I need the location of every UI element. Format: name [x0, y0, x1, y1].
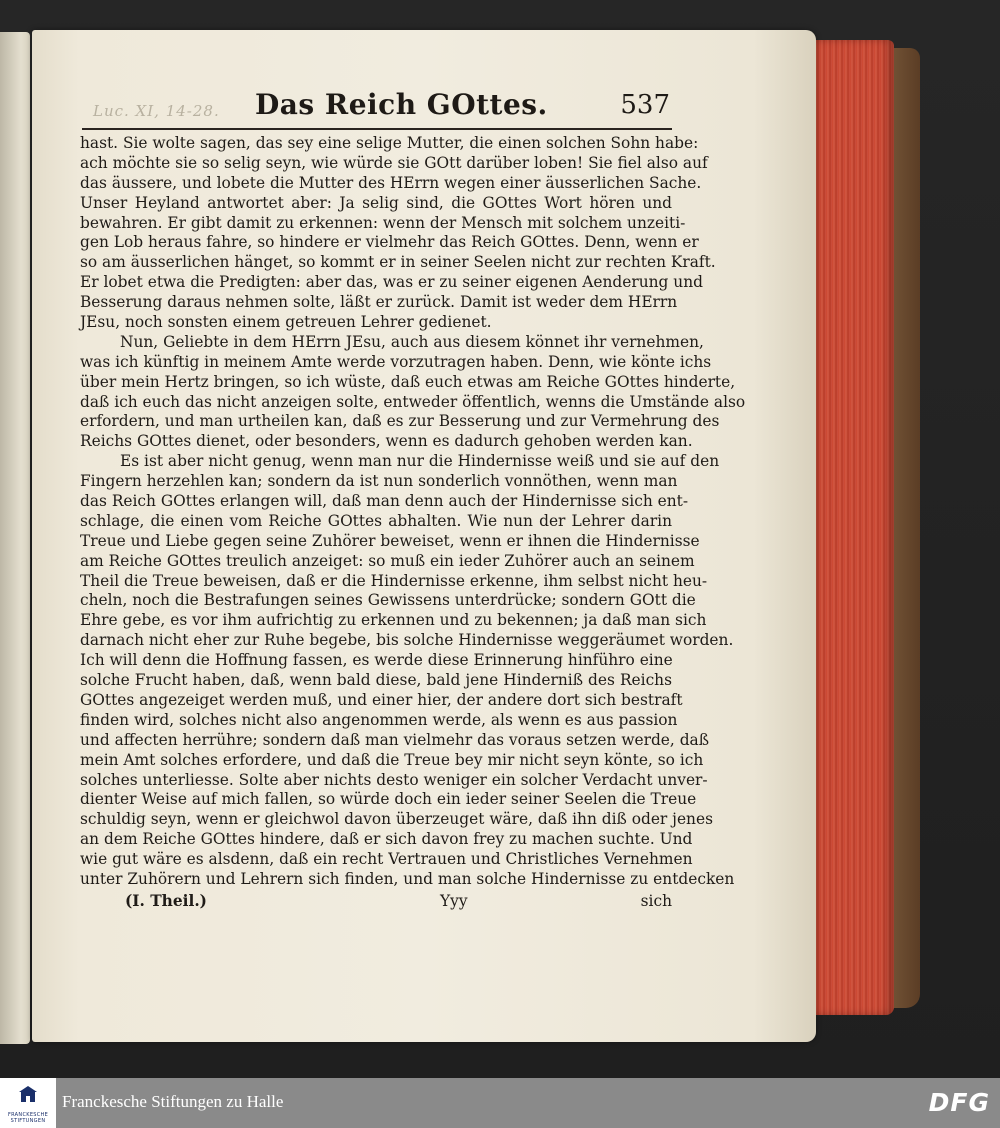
running-title: Das Reich GOttes. [255, 88, 548, 121]
text-line: am Reiche GOttes treulich anzeiget: so muß ein ieder Zuhörer auch an seinem [80, 551, 695, 570]
text-line: GOttes angezeiget werden muß, und einer hier, der andere dort sich bestraft [80, 690, 683, 709]
text-line: solche Frucht haben, daß, wenn bald diese, bald jene Hinderniß des Reichs [80, 671, 672, 690]
text-line: Es ist aber nicht genug, wenn man nur die Hindernisse weiß und sie auf den [120, 452, 720, 471]
text-line: Theil die Treue beweisen, daß er die Hindernisse erkenne, ihm selbst nicht heu- [80, 571, 708, 590]
text-line: daß ich euch das nicht anzeigen solte, entweder öffentlich, wenns die Umstände also [80, 392, 746, 411]
bottom-bar [0, 1078, 1000, 1128]
left-page-edge [0, 32, 30, 1044]
page-number: 537 [620, 90, 670, 120]
text-line: gen Lob heraus fahre, so hindere er vielmehr das Reich GOttes. Denn, wenn er [80, 233, 699, 252]
red-page-edges [808, 40, 894, 1015]
building-icon [18, 1084, 38, 1104]
text-line: Treue und Liebe gegen seine Zuhörer beweiset, wenn er ihnen die Hindernisse [80, 531, 700, 550]
text-line: und affecten herrühre; sondern daß man vielmehr das voraus setzen werde, daß [80, 730, 710, 749]
text-line: Ehre gebe, es vor ihm aufrichtig zu erkennen und zu bekennen; ja daß man sich [80, 611, 707, 630]
text-line: JEsu, noch sonsten einem getreuen Lehrer gedienet. [80, 313, 492, 332]
logo-text: FRANCKESCHE STIFTUNGEN [7, 1112, 49, 1124]
text-line: Nun, Geliebte in dem HErrn JEsu, auch aus diesem könnet ihr vernehmen, [120, 332, 704, 351]
text-line: unter Zuhörern und Lehrern sich finden, und man solche Hindernisse zu entdecken [80, 869, 735, 888]
signature-mark: Yyy [440, 892, 468, 910]
text-line: Ich will denn die Hoffnung fassen, es werde diese Erinnerung hinführo eine [80, 651, 673, 670]
text-line: mein Amt solches erfordere, und daß die Treue bey mir nicht seyn könte, so ich [80, 750, 704, 769]
institution-logo[interactable] [0, 1078, 56, 1128]
text-line: finden wird, solches nicht also angenommen werde, als wenn es aus passion [80, 710, 678, 729]
text-line: das äussere, und lobete die Mutter des HErrn wegen einer äusserlichen Sache. [80, 173, 702, 192]
text-line: darnach nicht eher zur Ruhe begebe, bis solche Hindernisse weggeräumet worden. [80, 631, 734, 650]
text-line: was ich künftig in meinem Amte werde vorzutragen haben. Denn, wie könte ichs [80, 352, 712, 371]
text-line: das Reich GOttes erlangen will, daß man denn auch der Hindernisse sich ent- [80, 492, 689, 511]
text-line: über mein Hertz bringen, so ich wüste, daß euch etwas am Reiche GOttes hinderte, [80, 372, 736, 391]
text-line: bewahren. Er gibt damit zu erkennen: wenn der Mensch mit solchem unzeiti- [80, 213, 686, 232]
text-line: erfordern, und man urtheilen kan, daß es zur Besserung und zur Vermehrung des [80, 412, 720, 431]
text-line: Er lobet etwa die Predigten: aber das, was er zu seiner eigenen Aenderung und [80, 273, 703, 292]
text-line: schuldig seyn, wenn er gleichwol davon überzeuget wäre, daß ihn diß oder jenes [80, 810, 713, 829]
text-line: hast. Sie wolte sagen, das sey eine selige Mutter, die einen solchen Sohn habe: [80, 134, 699, 152]
text-line: solches unterliesse. Solte aber nichts desto weniger ein solcher Verdacht unver- [80, 770, 708, 789]
dfg-logo[interactable]: DFG [928, 1088, 990, 1117]
bleed-through-text: Luc. XI, 14-28. [93, 102, 220, 120]
text-line: wie gut wäre es alsdenn, daß ein recht Vertrauen und Christliches Vernehmen [80, 850, 693, 869]
text-line: Besserung daraus nehmen solte, läßt er zurück. Damit ist weder dem HErrn [80, 293, 678, 312]
body-text [80, 134, 746, 890]
text-line: Fingern herzehlen kan; sondern da ist nun sonderlich vonnöthen, wenn man [80, 472, 678, 491]
text-line: schlage, die einen vom Reiche GOttes abhalten. Wie nun der Lehrer darin [80, 511, 672, 530]
text-line: an dem Reiche GOttes hindere, daß er sich davon frey zu machen suchte. Und [80, 830, 693, 849]
text-line: cheln, noch die Bestrafungen seines Gewissens unterdrücke; sondern GOtt die [80, 591, 696, 610]
text-line: ach möchte sie so selig seyn, wie würde sie GOtt darüber loben! Sie fiel also auf [80, 153, 708, 172]
institution-name[interactable]: Franckesche Stiftungen zu Halle [62, 1092, 284, 1111]
volume-signature: (I. Theil.) [125, 892, 207, 910]
text-line: so am äusserlichen hänget, so kommt er in seiner Seelen nicht zur rechten Kraft. [80, 253, 716, 272]
catchword: sich [640, 892, 672, 910]
header-rule [82, 128, 672, 130]
text-line: dienter Weise auf mich fallen, so würde doch ein ieder seiner Seelen die Treue [80, 790, 697, 809]
page-header [85, 88, 670, 126]
text-line: Reichs GOttes dienet, oder besonders, wenn es dadurch gehoben werden kan. [80, 432, 693, 451]
page-footer [80, 892, 672, 916]
text-line: Unser Heyland antwortet aber: Ja selig sind, die GOttes Wort hören und [80, 193, 672, 212]
